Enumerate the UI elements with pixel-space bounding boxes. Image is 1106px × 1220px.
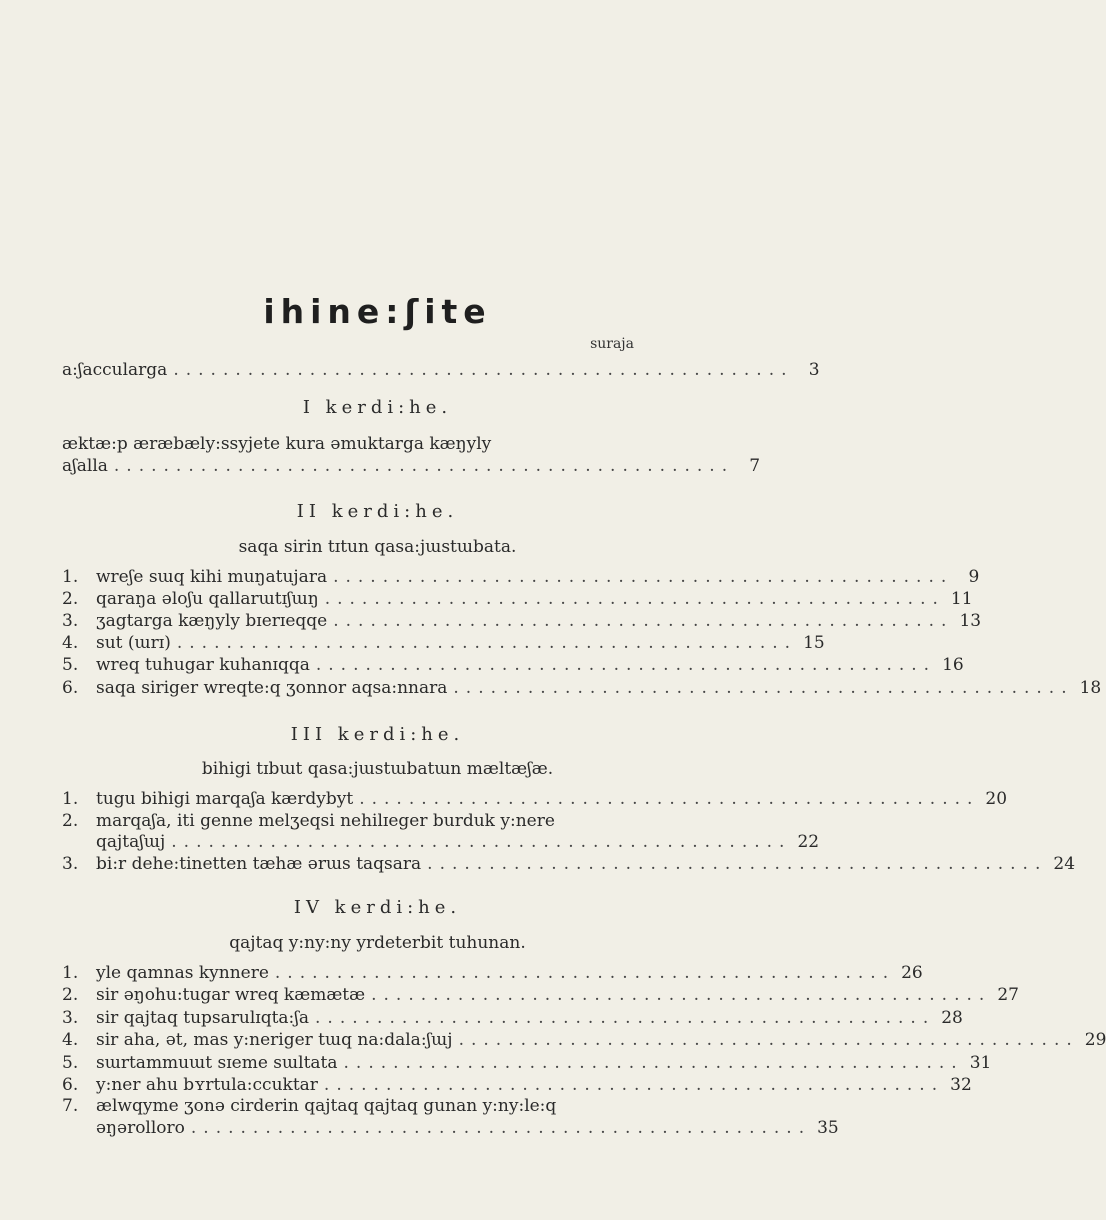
toc-entry (62, 1026, 1106, 1050)
leader-dots: .................................................. (371, 985, 992, 1005)
toc-entry-text: sir aha, ət, mas y:neriger tɯq na:dala:ʃɯj (96, 1030, 453, 1050)
toc-entry (62, 1004, 963, 1028)
toc-entry-text: æktæ:p æræbæly:ssyjete kura əmuktarga kæŋyly (62, 434, 492, 454)
toc-entry-page: 35 (817, 1118, 839, 1138)
toc-entry-text: bi:r dehe:tinetten tæhæ ərɯs taqsara (96, 854, 422, 874)
toc-entry-page: 7 (749, 456, 761, 476)
toc-entry-number: 2. (62, 811, 79, 831)
leader-dots: .................................................. (113, 456, 735, 476)
toc-entry-page: 27 (997, 985, 1019, 1005)
toc-entry (62, 607, 982, 631)
leader-dots: .................................................. (190, 1118, 812, 1138)
toc-entry-text: saqa siriger wreqte:q ʒonnor aqsa:nnara (96, 678, 448, 698)
toc-entry (62, 1049, 992, 1073)
page-title: ihine:ʃite (263, 292, 492, 331)
leader-dots: .................................................. (453, 678, 1074, 698)
leader-dots: .................................................. (323, 1075, 945, 1095)
toc-entry-page: 11 (950, 589, 973, 609)
toc-entry-page: 28 (941, 1008, 963, 1028)
toc-entry-page: 13 (959, 611, 982, 631)
toc-entry-number: 2. (62, 985, 79, 1005)
toc-entry (96, 1114, 839, 1138)
leader-dots: .................................................. (324, 589, 945, 609)
page-column-label: suraja (590, 336, 634, 352)
toc-entry-page: 3 (808, 360, 820, 380)
toc-entry-text-cont: əŋərolloro (96, 1118, 185, 1138)
toc-entry (62, 1071, 972, 1095)
toc-entry (62, 452, 761, 476)
toc-entry-number: 5. (62, 1053, 79, 1073)
toc-entry-number: 1. (62, 963, 79, 983)
toc-entry-number: 3. (62, 1008, 79, 1028)
toc-entry-text-cont: aʃalla (62, 456, 108, 476)
toc-entry-page: 31 (969, 1053, 992, 1073)
toc-entry-number: 5. (62, 655, 79, 675)
leader-dots: .................................................. (171, 832, 792, 852)
toc-entry (62, 674, 1102, 698)
toc-entry (62, 850, 1076, 874)
toc-entry-page: 22 (797, 832, 820, 852)
toc-entry (62, 651, 964, 675)
chapter-heading: II kerdi:he. (296, 501, 459, 522)
chapter-heading: IV kerdi:he. (293, 897, 462, 918)
leader-dots: .................................................. (315, 1008, 936, 1028)
toc-entry-number: 6. (62, 678, 79, 698)
toc-entry-text: sut (ɯrɪ) (96, 633, 171, 653)
toc-entry-text-cont: qajtaʃɯj (96, 832, 166, 852)
toc-entry-line (62, 1096, 556, 1116)
toc-entry-number: 3. (62, 611, 79, 631)
toc-entry-text: yle qamnas kynnere (96, 963, 269, 983)
leader-dots: .................................................. (176, 633, 798, 653)
toc-entry (62, 629, 825, 653)
toc-entry-page: 16 (942, 655, 964, 675)
toc-entry-number: 4. (62, 633, 79, 653)
toc-entry-text: wreq tuhugar kuhanɪqqa (96, 655, 310, 675)
toc-entry (62, 585, 973, 609)
leader-dots: .................................................. (173, 360, 794, 380)
chapter-subtitle: qajtaq y:ny:ny yrdeterbit tuhunan. (229, 933, 526, 953)
toc-entry-page: 15 (803, 633, 825, 653)
chapter-heading: III kerdi:he. (290, 724, 465, 745)
toc-entry (62, 785, 1008, 809)
toc-entry (96, 828, 820, 852)
toc-entry-number: 2. (62, 589, 79, 609)
leader-dots: .................................................. (359, 789, 980, 809)
toc-entry-page: 29 (1084, 1030, 1106, 1050)
leader-dots: .................................................. (333, 567, 954, 587)
toc-entry-page: 32 (950, 1075, 972, 1095)
toc-entry (62, 959, 923, 983)
toc-entry-page: 24 (1053, 854, 1076, 874)
toc-entry-page: 18 (1079, 678, 1102, 698)
chapter-subtitle: saqa sirin tɪtun qasa:jɯstɯbata. (238, 537, 517, 557)
toc-entry-number: 7. (62, 1096, 79, 1116)
toc-entry-page: 20 (985, 789, 1008, 809)
toc-entry-number: 1. (62, 567, 79, 587)
toc-entry-text: qaraŋa əloʃu qallarɯtɪʃɯŋ (96, 589, 319, 609)
toc-entry-text: sir qajtaq tupsarulɪqta:ʃa (96, 1008, 310, 1028)
toc-entry-number: 4. (62, 1030, 79, 1050)
leader-dots: .................................................. (333, 611, 954, 631)
toc-entry-text: y:ner ahu bʏrtula:ccuktar (96, 1075, 318, 1095)
toc-entry-page: 9 (968, 567, 980, 587)
toc-entry-text: sɯrtammuɯt sɪeme sɯltata (96, 1053, 338, 1073)
toc-entry-number: 1. (62, 789, 79, 809)
toc-entry-text: ælwqyme ʒonə cirderin qajtaq qajtaq gunan y:ny:le:q (96, 1096, 557, 1116)
toc-entry (62, 563, 980, 587)
toc-entry-text: tugu bihigi marqaʃa kærdybyt (96, 789, 354, 809)
toc-entry-text: ʒagtarga kæŋyly bɪerɪeqqe (96, 611, 328, 631)
leader-dots: .................................................. (343, 1053, 964, 1073)
chapter-subtitle: bihigi tɪbɯt qasa:jɯstɯbatɯn mæltæʃæ. (201, 759, 554, 779)
toc-entry-number: 6. (62, 1075, 79, 1095)
leader-dots: .................................................. (427, 854, 1048, 874)
toc-entry-intro (62, 356, 820, 380)
toc-entry-text: a:ʃaccularga (62, 360, 168, 380)
toc-entry-text: marqaʃa, iti genne melʒeqsi nehilɪeger burduk y:nere (96, 811, 555, 831)
leader-dots: .................................................. (274, 963, 896, 983)
leader-dots: .................................................. (315, 655, 937, 675)
toc-entry-text: wreʃe sɯq kihi muŋatujara (96, 567, 328, 587)
toc-entry-number: 3. (62, 854, 79, 874)
toc-entry-text: sir əŋohu:tugar wreq kæmætæ (96, 985, 366, 1005)
chapter-heading: I kerdi:he. (302, 397, 453, 418)
toc-entry (62, 981, 1019, 1005)
leader-dots: .................................................. (458, 1030, 1079, 1050)
toc-entry-page: 26 (901, 963, 923, 983)
